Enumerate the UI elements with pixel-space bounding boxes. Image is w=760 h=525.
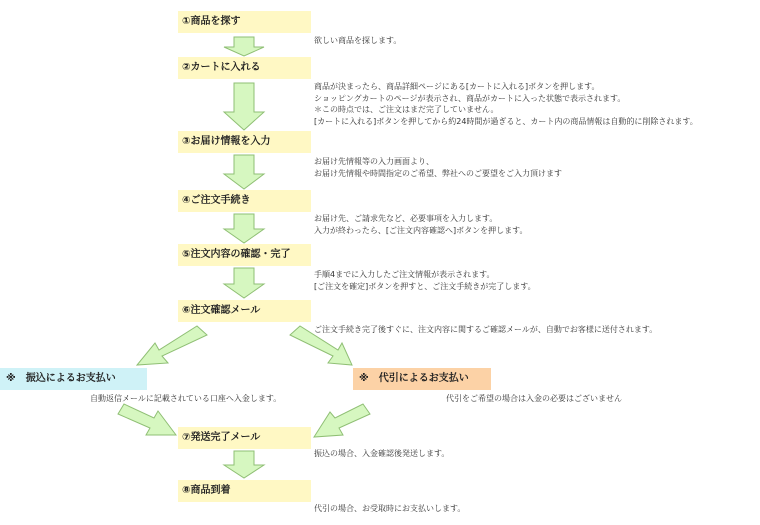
arrow-down-2 <box>224 83 264 130</box>
step-1-description: 欲しい商品を探します。 <box>314 36 402 45</box>
step-5-box: ⑤注文内容の確認・完了 <box>178 244 311 266</box>
step-5-description: 手順4までに入力したご注文情報が表示されます。 [ご注文を確定]ボタンを押すと、ご注文手続きが完了します。 <box>314 270 536 291</box>
step-8-box: ⑧商品到着 <box>178 480 311 502</box>
arrow-cod-to-step7 <box>314 404 370 437</box>
arrow-down-7 <box>224 451 264 478</box>
step-6-box: ⑥注文確認メール <box>178 300 311 322</box>
step-6-description: ご注文手続き完了後すぐに、注文内容に関するご確認メールが、自動でお客様に送付されます。 <box>314 325 658 334</box>
step-8-description: 代引の場合、お受取時にお支払いします。 <box>314 504 466 513</box>
transfer-payment-note: 自動返信メールに記載されている口座へ入金します。 <box>90 394 282 403</box>
transfer-payment-box: ※ 振込によるお支払い <box>0 368 147 390</box>
step-3-box: ③お届け情報を入力 <box>178 131 311 153</box>
step-4-description: お届け先、ご請求先など、必要事項を入力します。 入力が終わったら、[ご注文内容確認へ]ボタンを押します。 <box>314 214 528 235</box>
arrow-down-4 <box>224 214 264 243</box>
step-1-box: ①商品を探す <box>178 11 311 33</box>
step-2-description: 商品が決まったら、商品詳細ページにある[カートに入れる]ボタンを押します。 ショッピングカートのページが表示され、商品がカートに入った状態で表示されます。 ＊この時点では、ご注文はまだ完了していません。 [カートに入れる]ボタンを押してから約24時間が過ぎると、カート内の商品情報は自動的に削除されます。 <box>314 82 698 126</box>
arrow-to-transfer <box>137 326 207 365</box>
cod-payment-box: ※ 代引によるお支払い <box>353 368 491 390</box>
step-3-description: お届け先情報等の入力画面より、 お届け先情報や時間指定のご希望、弊社へのご要望をご入力頂けます <box>314 157 562 178</box>
step-7-box: ⑦発送完了メール <box>178 427 311 449</box>
step-2-box: ②カートに入れる <box>178 57 311 79</box>
step-7-description: 振込の場合、入金確認後発送します。 <box>314 449 450 458</box>
arrow-transfer-to-step7 <box>118 404 176 435</box>
arrow-down-5 <box>224 268 264 298</box>
arrow-down-3 <box>224 155 264 189</box>
step-4-box: ④ご注文手続き <box>178 190 311 212</box>
arrow-down-1 <box>224 37 264 56</box>
cod-payment-note: 代引をご希望の場合は入金の必要はございません <box>446 394 622 403</box>
